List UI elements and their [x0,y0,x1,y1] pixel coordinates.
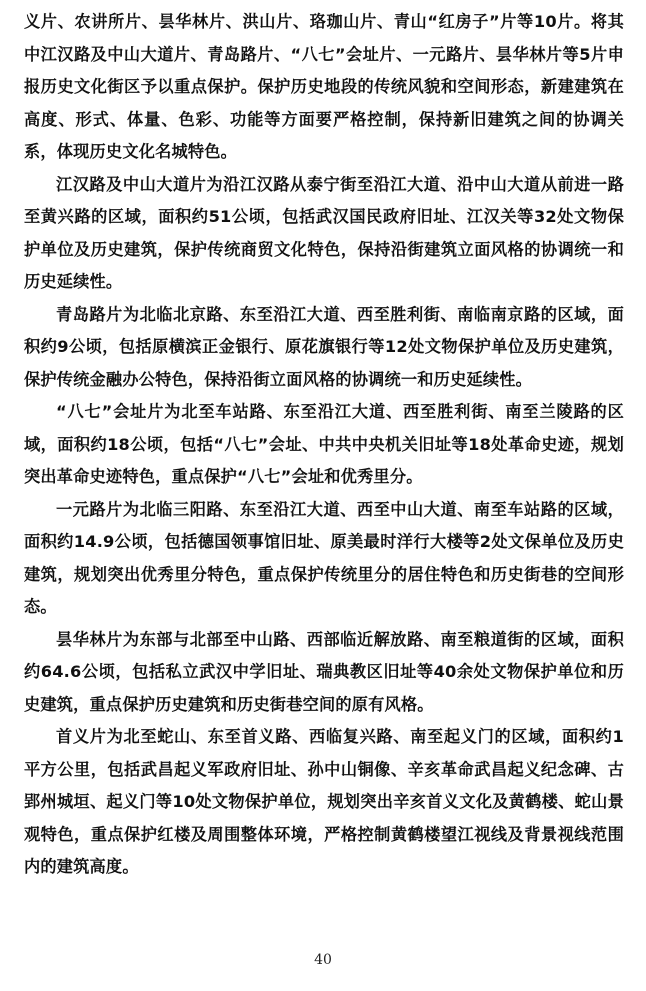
paragraph-yiyuan-road: 一元路片为北临三阳路、东至沿江大道、西至中山大道、南至车站路的区域，面积约14.9公顷，包括德国领事馆旧址、原美最时洋行大楼等2处文保单位及历史建筑，规划突出优秀里分特色，重点保护传统里分的居住特色和历史街巷的空间形态。 [24,499,624,616]
paragraph-bayi-meeting-site: “八七”会址片为北至车站路、东至沿江大道、西至胜利街、南至兰陵路的区域，面积约18公顷，包括“八七”会址、中共中央机关旧址等18处革命史迹，规划突出革命史迹特色，重点保护“八七”会址和优秀里分。 [24,402,624,486]
paragraph-qingdao-road: 青岛路片为北临北京路、东至沿江大道、西至胜利街、南临南京路的区域，面积约9公顷，包括原横滨正金银行、原花旗银行等12处文物保护单位及历史建筑，保护传统金融办公特色，保持沿街立面风格的协调统一和历史延续性。 [24,304,624,389]
page-number: 40 [314,952,332,968]
paragraph-continued: 义片、农讲所片、昙华林片、洪山片、珞珈山片、青山“红房子”片等10片。将其中江汉路及中山大道片、青岛路片、“八七”会址片、一元路片、昙华林片等5片申报历史文化街区予以重点保护。保护历史地段的传统风貌和空间形态，新建建筑在高度、形式、体量、色彩、功能等方面要严格控制，保持新旧建筑之间的协调关系，体现历史文化名城特色。 [24,12,624,161]
paragraph-shouyi: 首义片为北至蛇山、东至首义路、西临复兴路、南至起义门的区域，面积约1平方公里，包括武昌起义军政府旧址、孙中山铜像、辛亥革命武昌起义纪念碑、古郢州城垣、起义门等10处文物保护单位，规划突出辛亥首义文化及黄鹤楼、蛇山景观特色，重点保护红楼及周围整体环境，严格控制黄鹤楼望江视线及背景视线范围内的建筑高度。 [24,727,624,876]
paragraph-tanhualin: 昙华林片为东部与北部至中山路、西部临近解放路、南至粮道街的区域，面积约64.6公顷，包括私立武汉中学旧址、瑞典教区旧址等40余处文物保护单位和历史建筑，重点保护历史建筑和历史街巷空间的原有风格。 [24,629,624,714]
paragraph-jianghan-road: 江汉路及中山大道片为沿江汉路从泰宁街至沿江大道、沿中山大道从前进一路至黄兴路的区域，面积约51公顷，包括武汉国民政府旧址、江汉关等32处文物保护单位及历史建筑，保护传统商贸文化特色，保持沿街建筑立面风格的协调统一和历史延续性。 [24,174,624,291]
